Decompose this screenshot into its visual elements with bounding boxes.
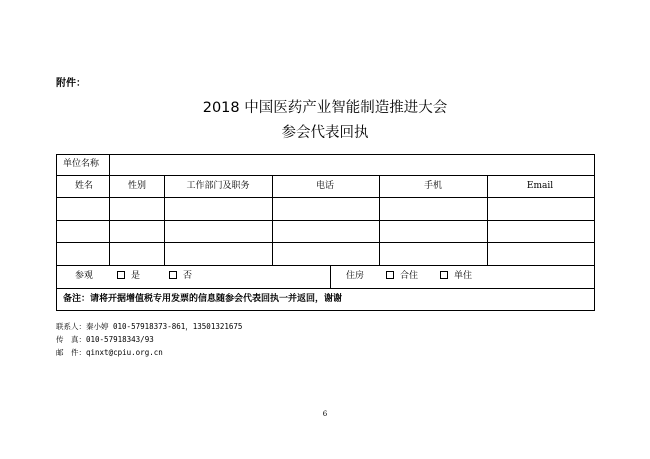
lodging-single-checkbox[interactable] (440, 271, 448, 279)
visit-yes-checkbox[interactable] (117, 271, 125, 279)
form-note: 备注：请将开据增值税专用发票的信息随参会代表回执一并返回，谢谢 (63, 294, 343, 304)
visit-label: 参观 (74, 271, 94, 281)
lodging-shared-option[interactable] (386, 271, 418, 282)
visit-no-checkbox[interactable] (169, 271, 177, 279)
visit-no-label: 否 (183, 271, 193, 281)
row-divider (57, 265, 594, 266)
row-divider (57, 175, 594, 176)
col-divider (330, 265, 331, 288)
lodging-label: 住房 (345, 271, 365, 281)
contact-person: 联系人：秦小婷 010-57918373-861，13501321675 (56, 322, 243, 331)
contact-fax: 传 真：010-57918343/93 (56, 335, 154, 344)
row-divider (57, 220, 594, 221)
unit-name-field[interactable] (113, 155, 591, 175)
document-subtitle: 参会代表回执 (281, 125, 369, 141)
lodging-shared-checkbox[interactable] (386, 271, 394, 279)
col-divider (164, 175, 165, 265)
lodging-shared-label: 合住 (400, 271, 419, 281)
attachment-label: 附件： (56, 78, 86, 89)
col-divider (109, 155, 110, 265)
col-divider (487, 175, 488, 265)
row-divider (57, 197, 594, 198)
contact-email: 邮 件：qinxt@cpiu.org.cn (56, 348, 163, 357)
visit-no-option[interactable] (169, 271, 192, 282)
lodging-single-option[interactable] (440, 271, 472, 282)
unit-name-label: 单位名称 (63, 159, 100, 169)
registration-form-table (56, 154, 595, 311)
column-header-gender: 性别 (127, 181, 147, 191)
row-divider (57, 242, 594, 243)
visit-yes-label: 是 (131, 271, 141, 281)
col-divider (379, 175, 380, 265)
column-header-mobile: 手机 (423, 181, 443, 191)
lodging-single-label: 单住 (454, 271, 473, 281)
column-header-department: 工作部门及职务 (186, 181, 250, 191)
row-divider (57, 288, 594, 289)
column-header-email: Email (526, 181, 554, 191)
column-header-phone: 电话 (315, 181, 335, 191)
col-divider (272, 175, 273, 265)
document-title: 2018 中国医药产业智能制造推进大会 (202, 100, 448, 116)
column-header-name: 姓名 (74, 181, 94, 191)
visit-yes-option[interactable] (117, 271, 140, 282)
page-number: 6 (322, 410, 328, 418)
